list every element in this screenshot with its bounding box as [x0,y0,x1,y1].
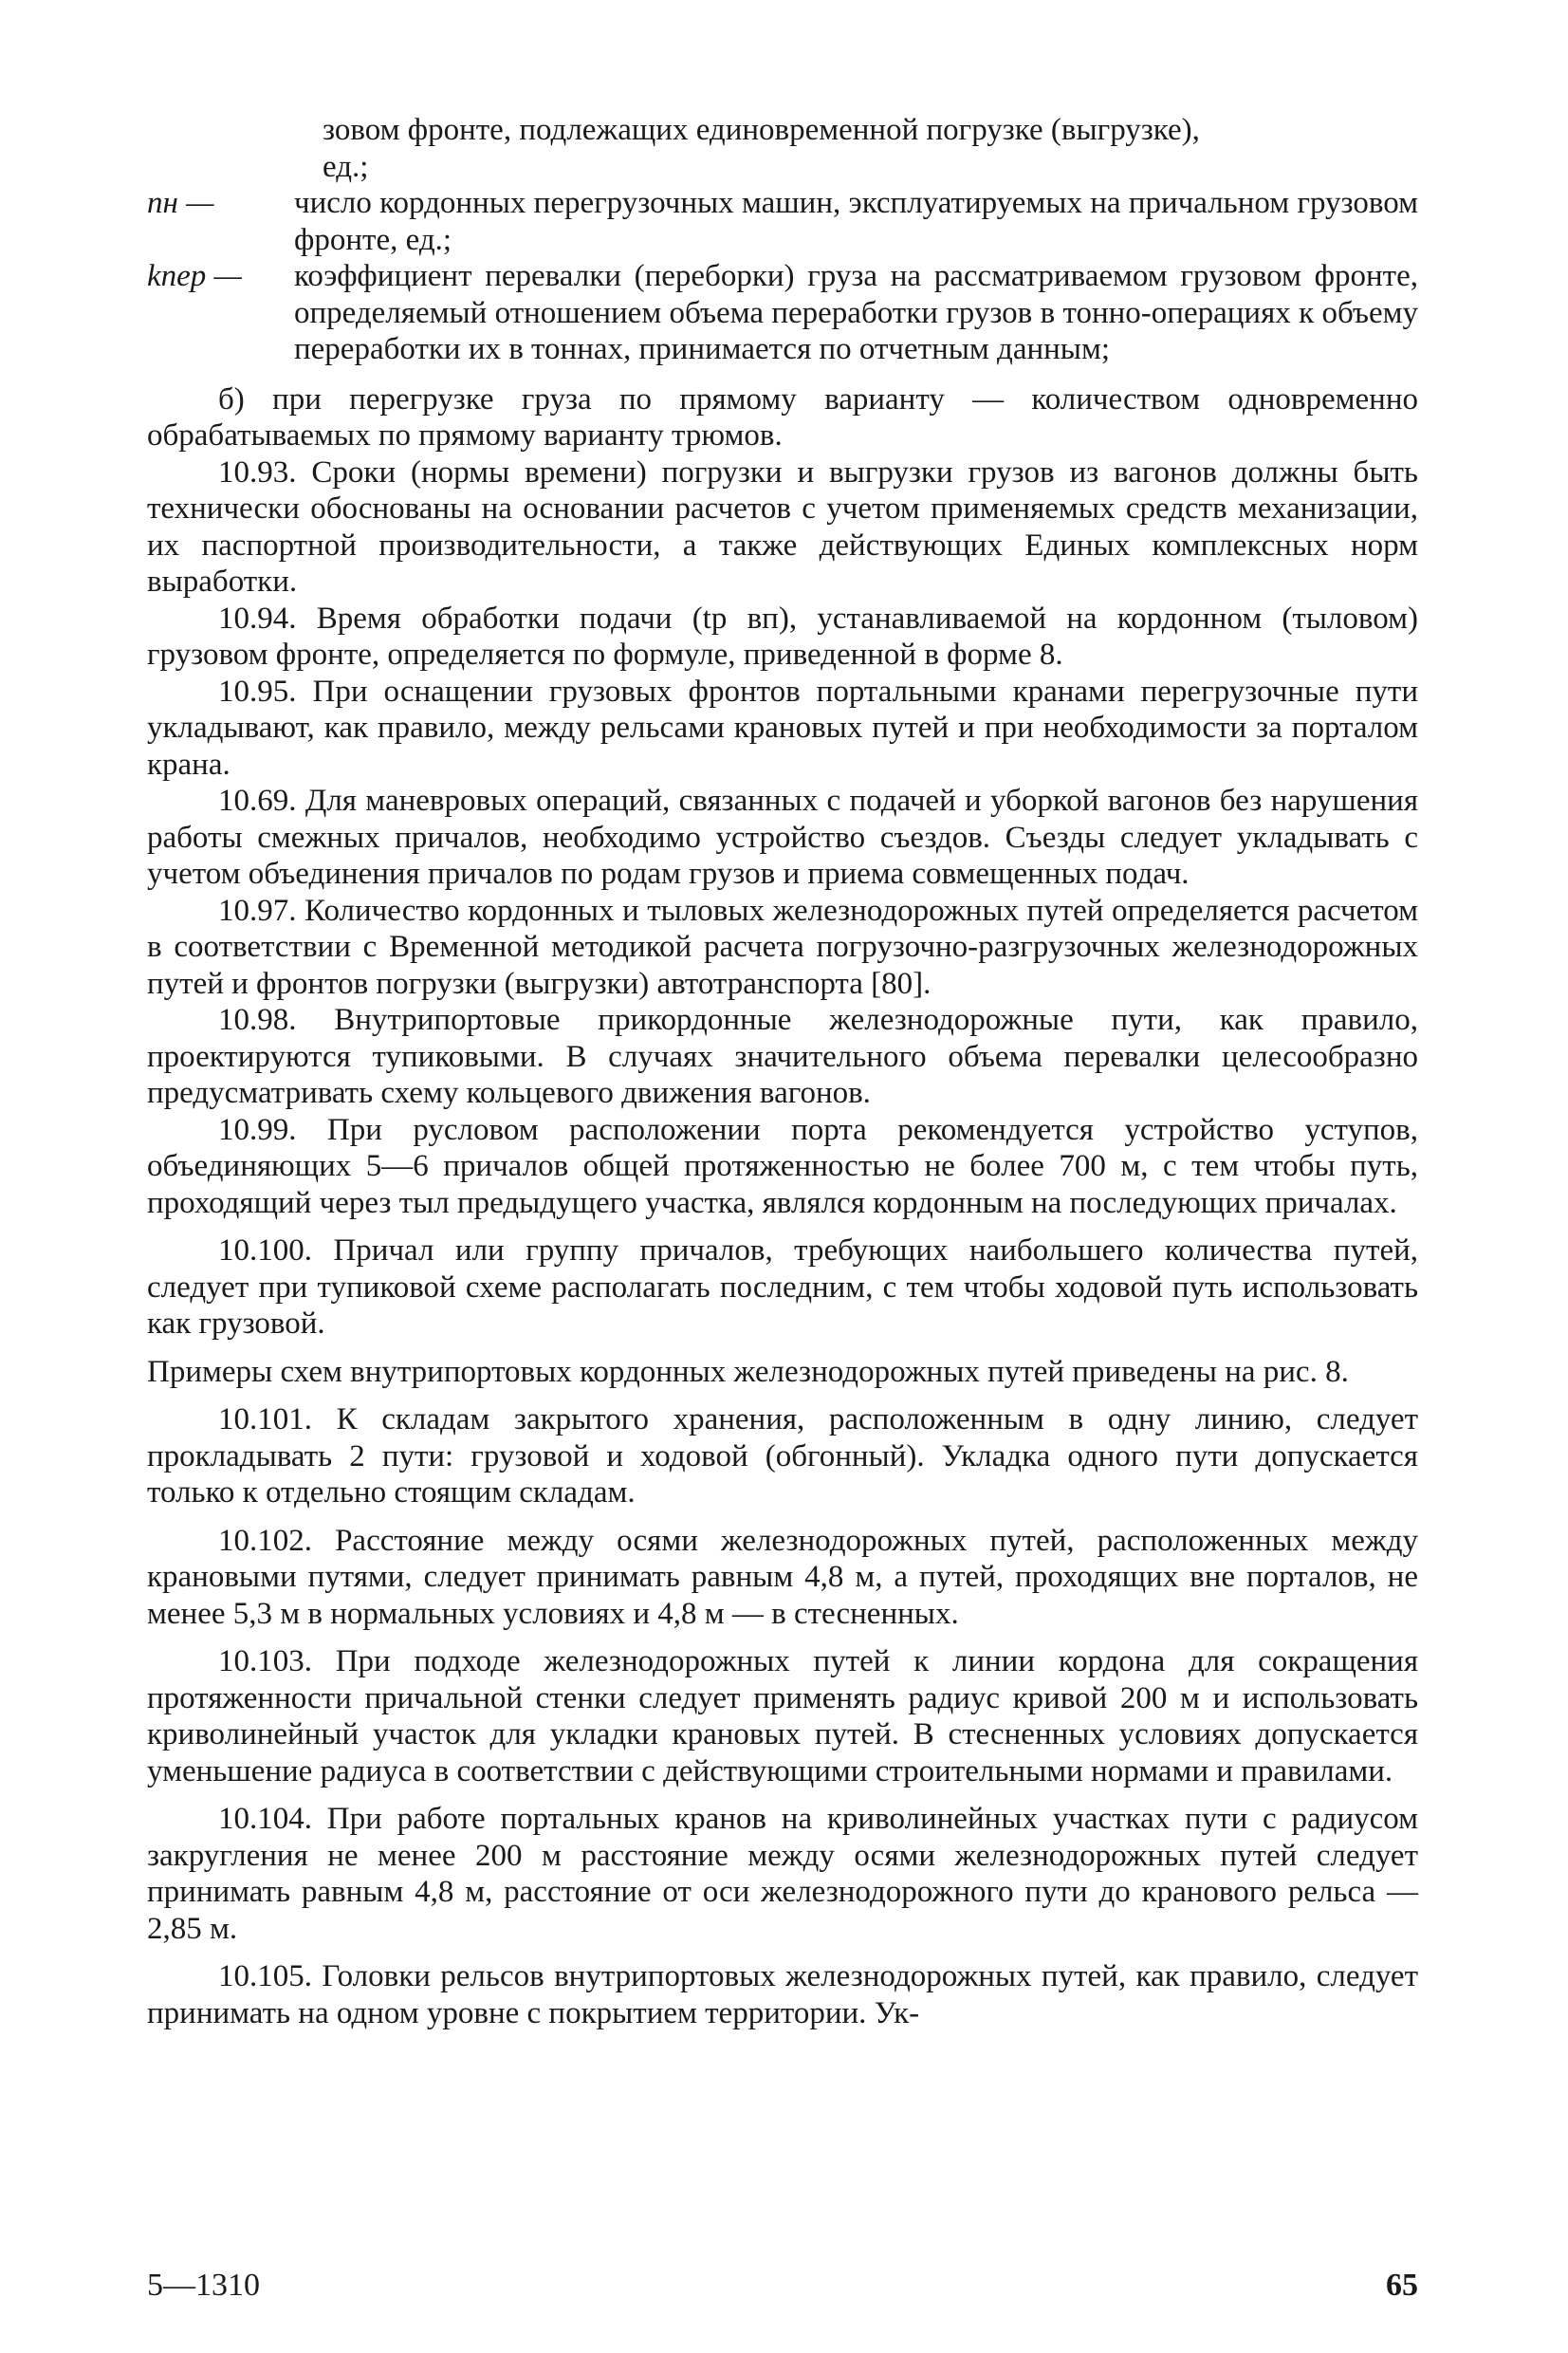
signature-mark: 5—1310 [147,2268,260,2303]
paragraph-10-69: 10.69. Для маневровых операций, связанных с подачей и уборкой вагонов без нарушения работы смежных причалов, необходимо устройство съездов. Съезды следует укладывать с учетом объединения причалов по родам грузов и приема совмещенных подач. [147,784,1418,891]
definition-text: число кордонных перегрузочных машин, эксплуатируемых на причальном грузовом фронте, ед.; [294,186,1418,257]
definitions-list [147,112,1418,368]
paragraph-b: б) при перегрузке груза по прямому варианту — количеством одновременно обрабатываемых по прямому варианту трюмов. [147,381,1418,453]
page-number: 65 [1386,2268,1418,2303]
paragraph-10-93: 10.93. Сроки (нормы времени) погрузки и выгрузки грузов из вагонов должны быть технически обоснованы на основании расчетов с учетом применяемых средств механизации, их паспортной производительности, а также действующих Единых комплексных норм выработки. [147,454,1418,599]
paragraph-10-103: 10.103. При подходе железнодорожных путей к линии кордона для сокращения протяженности причальной стенки следует применять радиус кривой 200 м и использовать криволинейный участок для укладки крановых путей. В стесненных условиях допускается уменьшение радиуса в соответствии с действующими строительными нормами и правилами. [147,1644,1418,1788]
definition-text: коэффициент перевалки (переборки) груза на рассматриваемом грузовом фронте, определяемый отношением объема переработки грузов в тонно-операциях к объему переработки их в тоннах, принимается по отчетным данным; [294,259,1418,366]
paragraph-10-101: 10.101. К складам закрытого хранения, расположенным в одну линию, следует прокладывать 2 пути: грузовой и ходовой (обгонный). Укладка одного пути допускается только к отдельно стоящим складам. [147,1402,1418,1510]
paragraph-10-102: 10.102. Расстояние между осями железнодорожных путей, расположенных между крановыми путями, следует принимать равным 4,8 м, а путей, проходящих вне порталов, не менее 5,3 м в нормальных условиях и 4,8 м — в стесненных. [147,1523,1418,1631]
definition-item [147,258,1418,368]
paragraph-10-100: 10.100. Причал или группу причалов, требующих наибольшего количества путей, следует при тупиковой схеме располагать последним, с тем чтобы ходовой путь использовать как грузовой. [147,1233,1418,1341]
paragraph-10-97: 10.97. Количество кордонных и тыловых железнодорожных путей определяется расчетом в соответствии с Временной методикой расчета погрузочно-разгрузочных железнодорожных путей и фронтов погрузки (выгрузки) автотранспорта [80]. [147,893,1418,1001]
paragraph-10-105: 10.105. Головки рельсов внутрипортовых железнодорожных путей, как правило, следует принимать на одном уровне с покрытием территории. Ук- [147,1959,1418,2030]
paragraph-10-94: 10.94. Время обработки подачи (tр вп), устанавливаемой на кордонном (тыловом) грузовом фронте, определяется по формуле, приведенной в форме 8. [147,601,1418,672]
definition-symbol: nн — [147,186,214,220]
paragraph-10-95: 10.95. При оснащении грузовых фронтов портальными кранами перегрузочные пути укладывают, как правило, между рельсами крановых путей и при необходимости за порталом крана. [147,674,1418,782]
paragraph-10-104: 10.104. При работе портальных кранов на криволинейных участках пути с радиусом закругления не менее 200 м расстояние между осями железнодорожных путей следует принимать равным 4,8 м, расстояние от оси железнодорожного пути до кранового рельса — 2,85 м. [147,1802,1418,1946]
definition-symbol: kпер — [147,259,242,293]
definition-item [147,185,1418,258]
page-body [147,112,1418,2031]
page-footer [147,2268,1418,2304]
definition-continuation-end: ед.; [323,149,369,184]
paragraph-10-98: 10.98. Внутрипортовые прикордонные железнодорожные пути, как правило, проектируются тупиковыми. В случаях значительного объема перевалки целесообразно предусматривать схему кольцевого движения вагонов. [147,1003,1418,1110]
paragraph-10-99: 10.99. При русловом расположении порта рекомендуется устройство уступов, объединяющих 5—6 причалов общей протяженностью не более 700 м, с тем чтобы путь, проходящий через тыл предыдущего участка, являлся кордонным на последующих причалах. [147,1112,1418,1220]
paragraph-examples: Примеры схем внутрипортовых кордонных железнодорожных путей приведены на рис. 8. [147,1354,1349,1389]
definition-continuation: зовом фронте, подлежащих единовременной погрузке (выгрузке), [323,113,1200,147]
